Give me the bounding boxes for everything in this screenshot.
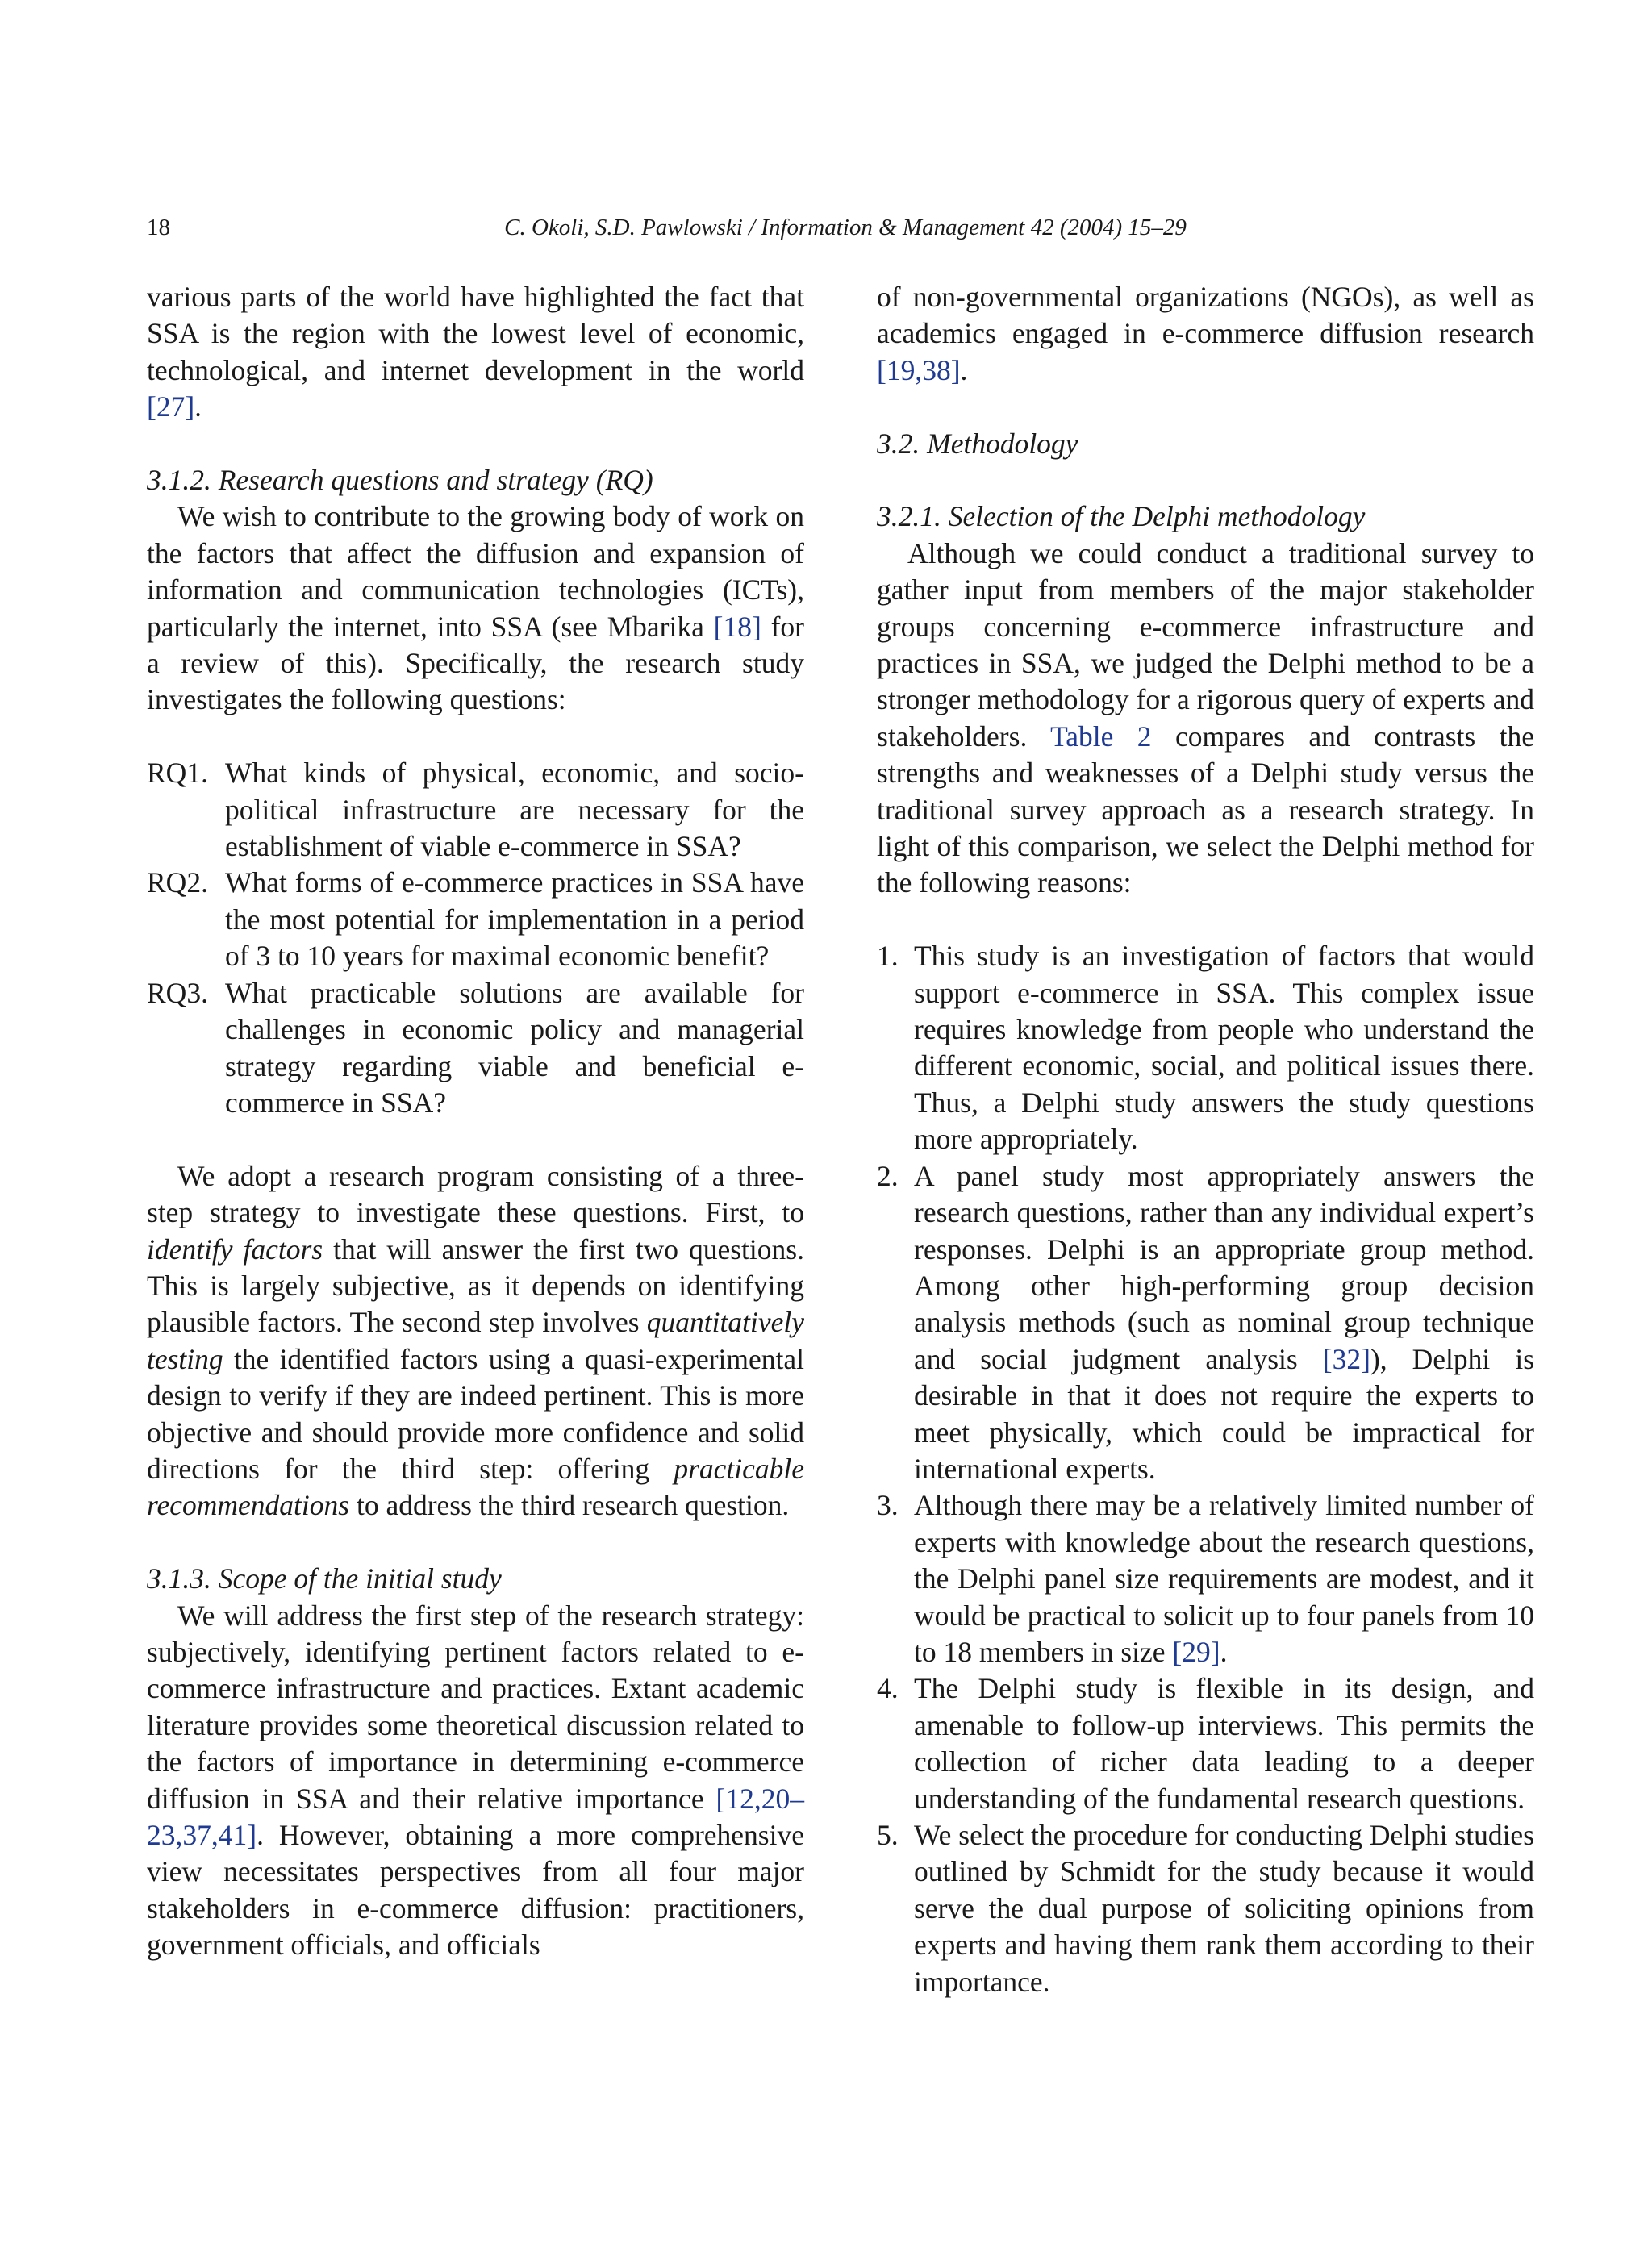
journal-citation: C. Okoli, S.D. Pawlowski / Information & Management 42 (2004) 15–29 <box>504 215 1187 240</box>
running-head <box>147 211 1544 244</box>
citation-link[interactable]: [18] <box>713 610 761 643</box>
list-item: 3. Although there may be a relatively limited number of experts with knowledge about the research questions, the Delphi panel size requirements are modest, and it would be practical to solicit up to four panels from 10 to 18 members in size [29]. <box>877 1489 1534 1668</box>
scope-paragraph: We will address the first step of the research strategy: subjectively, identifying pertinent factors related to e-commerce infrastructure and practices. Extant academic literature provides some theoretical discussion related to the factors of importance in determining e-commerce diffusion in SSA and their relative importance [12,20–23,37,41]. However, obtaining a more comprehensive view necessitates perspectives from all four major stakeholders in e-commerce diffusion: practitioners, government officials, and officials <box>147 1599 804 1962</box>
research-questions-intro: We wish to contribute to the growing body of work on the factors that affect the diffusion and expansion of information and communication technologies (ICTs), particularly the internet, into SSA (see Mbarika [18] for a review of this). Specifically, the research study investigates the following questions: <box>147 500 804 716</box>
list-item: 1. This study is an investigation of factors that would support e-commerce in SSA. This complex issue requires knowledge from people who understand the different economic, social, and political issues there. Thus, a Delphi study answers the study questions more appropriately. <box>877 940 1534 1156</box>
list-item: RQ2. What forms of e-commerce practices in SSA have the most potential for implementation in a period of 3 to 10 years for maximal economic benefit? <box>147 866 804 973</box>
citation-link[interactable]: [27] <box>147 390 195 423</box>
intro-paragraph: various parts of the world have highlighted the fact that SSA is the region with the lowest level of economic, technological, and internet development in the world [27]. <box>147 281 804 423</box>
list-item: RQ3. What practicable solutions are available for challenges in economic policy and managerial strategy regarding viable and beneficial e-commerce in SSA? <box>147 976 804 1119</box>
list-item: 4. The Delphi study is flexible in its design, and amenable to follow-up interviews. This permits the collection of richer data leading to a deeper understanding of the fundamental research questions. <box>877 1672 1534 1815</box>
section-heading-3-1-3: 3.1.3. Scope of the initial study <box>147 1562 502 1595</box>
citation-link[interactable]: [29] <box>1172 1635 1220 1668</box>
page-number: 18 <box>147 215 170 240</box>
right-column <box>877 279 1534 2000</box>
delphi-selection-paragraph: Although we could conduct a traditional survey to gather input from members of the major stakeholder groups concerning e-commerce infrastructure and practices in SSA, we judged the Delphi method to be a stronger methodology for a rigorous query of experts and stakeholders. Table 2 compares and contrasts the strengths and weaknesses of a Delphi study versus the traditional survey approach as a research strategy. In light of this comparison, we select the Delphi method for the following reasons: <box>877 536 1534 899</box>
citation-link[interactable]: [32] <box>1322 1342 1370 1375</box>
section-heading-3-2: 3.2. Methodology <box>877 427 1078 460</box>
section-heading-3-2-1: 3.2.1. Selection of the Delphi methodology <box>877 500 1366 533</box>
citation-link[interactable]: [19,38] <box>877 353 961 386</box>
list-item: 2. A panel study most appropriately answers the research questions, rather than any individual expert’s responses. Delphi is an appropriate group method. Among other high-performing group decision analysis methods (such as nominal group technique and social judgment analysis [32]), Delphi is desirable in that it does not require the experts to meet physically, which could be impractical for international experts. <box>877 1159 1535 1485</box>
table-link[interactable]: Table 2 <box>1050 719 1152 753</box>
section-heading-3-1-2: 3.1.2. Research questions and strategy (RQ) <box>147 464 653 497</box>
reasons-list <box>877 938 1534 2000</box>
list-item: 5. We select the procedure for conducting Delphi studies outlined by Schmidt for the study because it would serve the dual purpose of soliciting opinions from experts and having them rank them according to their importance. <box>877 1819 1535 1998</box>
continuation-paragraph: of non-governmental organizations (NGOs), as well as academics engaged in e-commerce diffusion research [19,38]. <box>877 281 1534 386</box>
citation-link[interactable]: [12,20–23,37,41] <box>147 1782 804 1851</box>
research-question-list <box>147 755 804 1121</box>
list-item: RQ1. What kinds of physical, economic, and socio-political infrastructure are necessary for the establishment of viable e-commerce in SSA? <box>147 757 804 863</box>
left-column <box>147 279 804 1964</box>
strategy-paragraph: We adopt a research program consisting of a three-step strategy to investigate these questions. First, to identify factors that will answer the first two questions. This is largely subjective, as it depends on identifying plausible factors. The second step involves quantitatively testing the identified factors using a quasi-experimental design to verify if they are indeed pertinent. This is more objective and should provide more confidence and solid directions for the third step: offering practicable recommendations to address the third research question. <box>147 1159 804 1522</box>
